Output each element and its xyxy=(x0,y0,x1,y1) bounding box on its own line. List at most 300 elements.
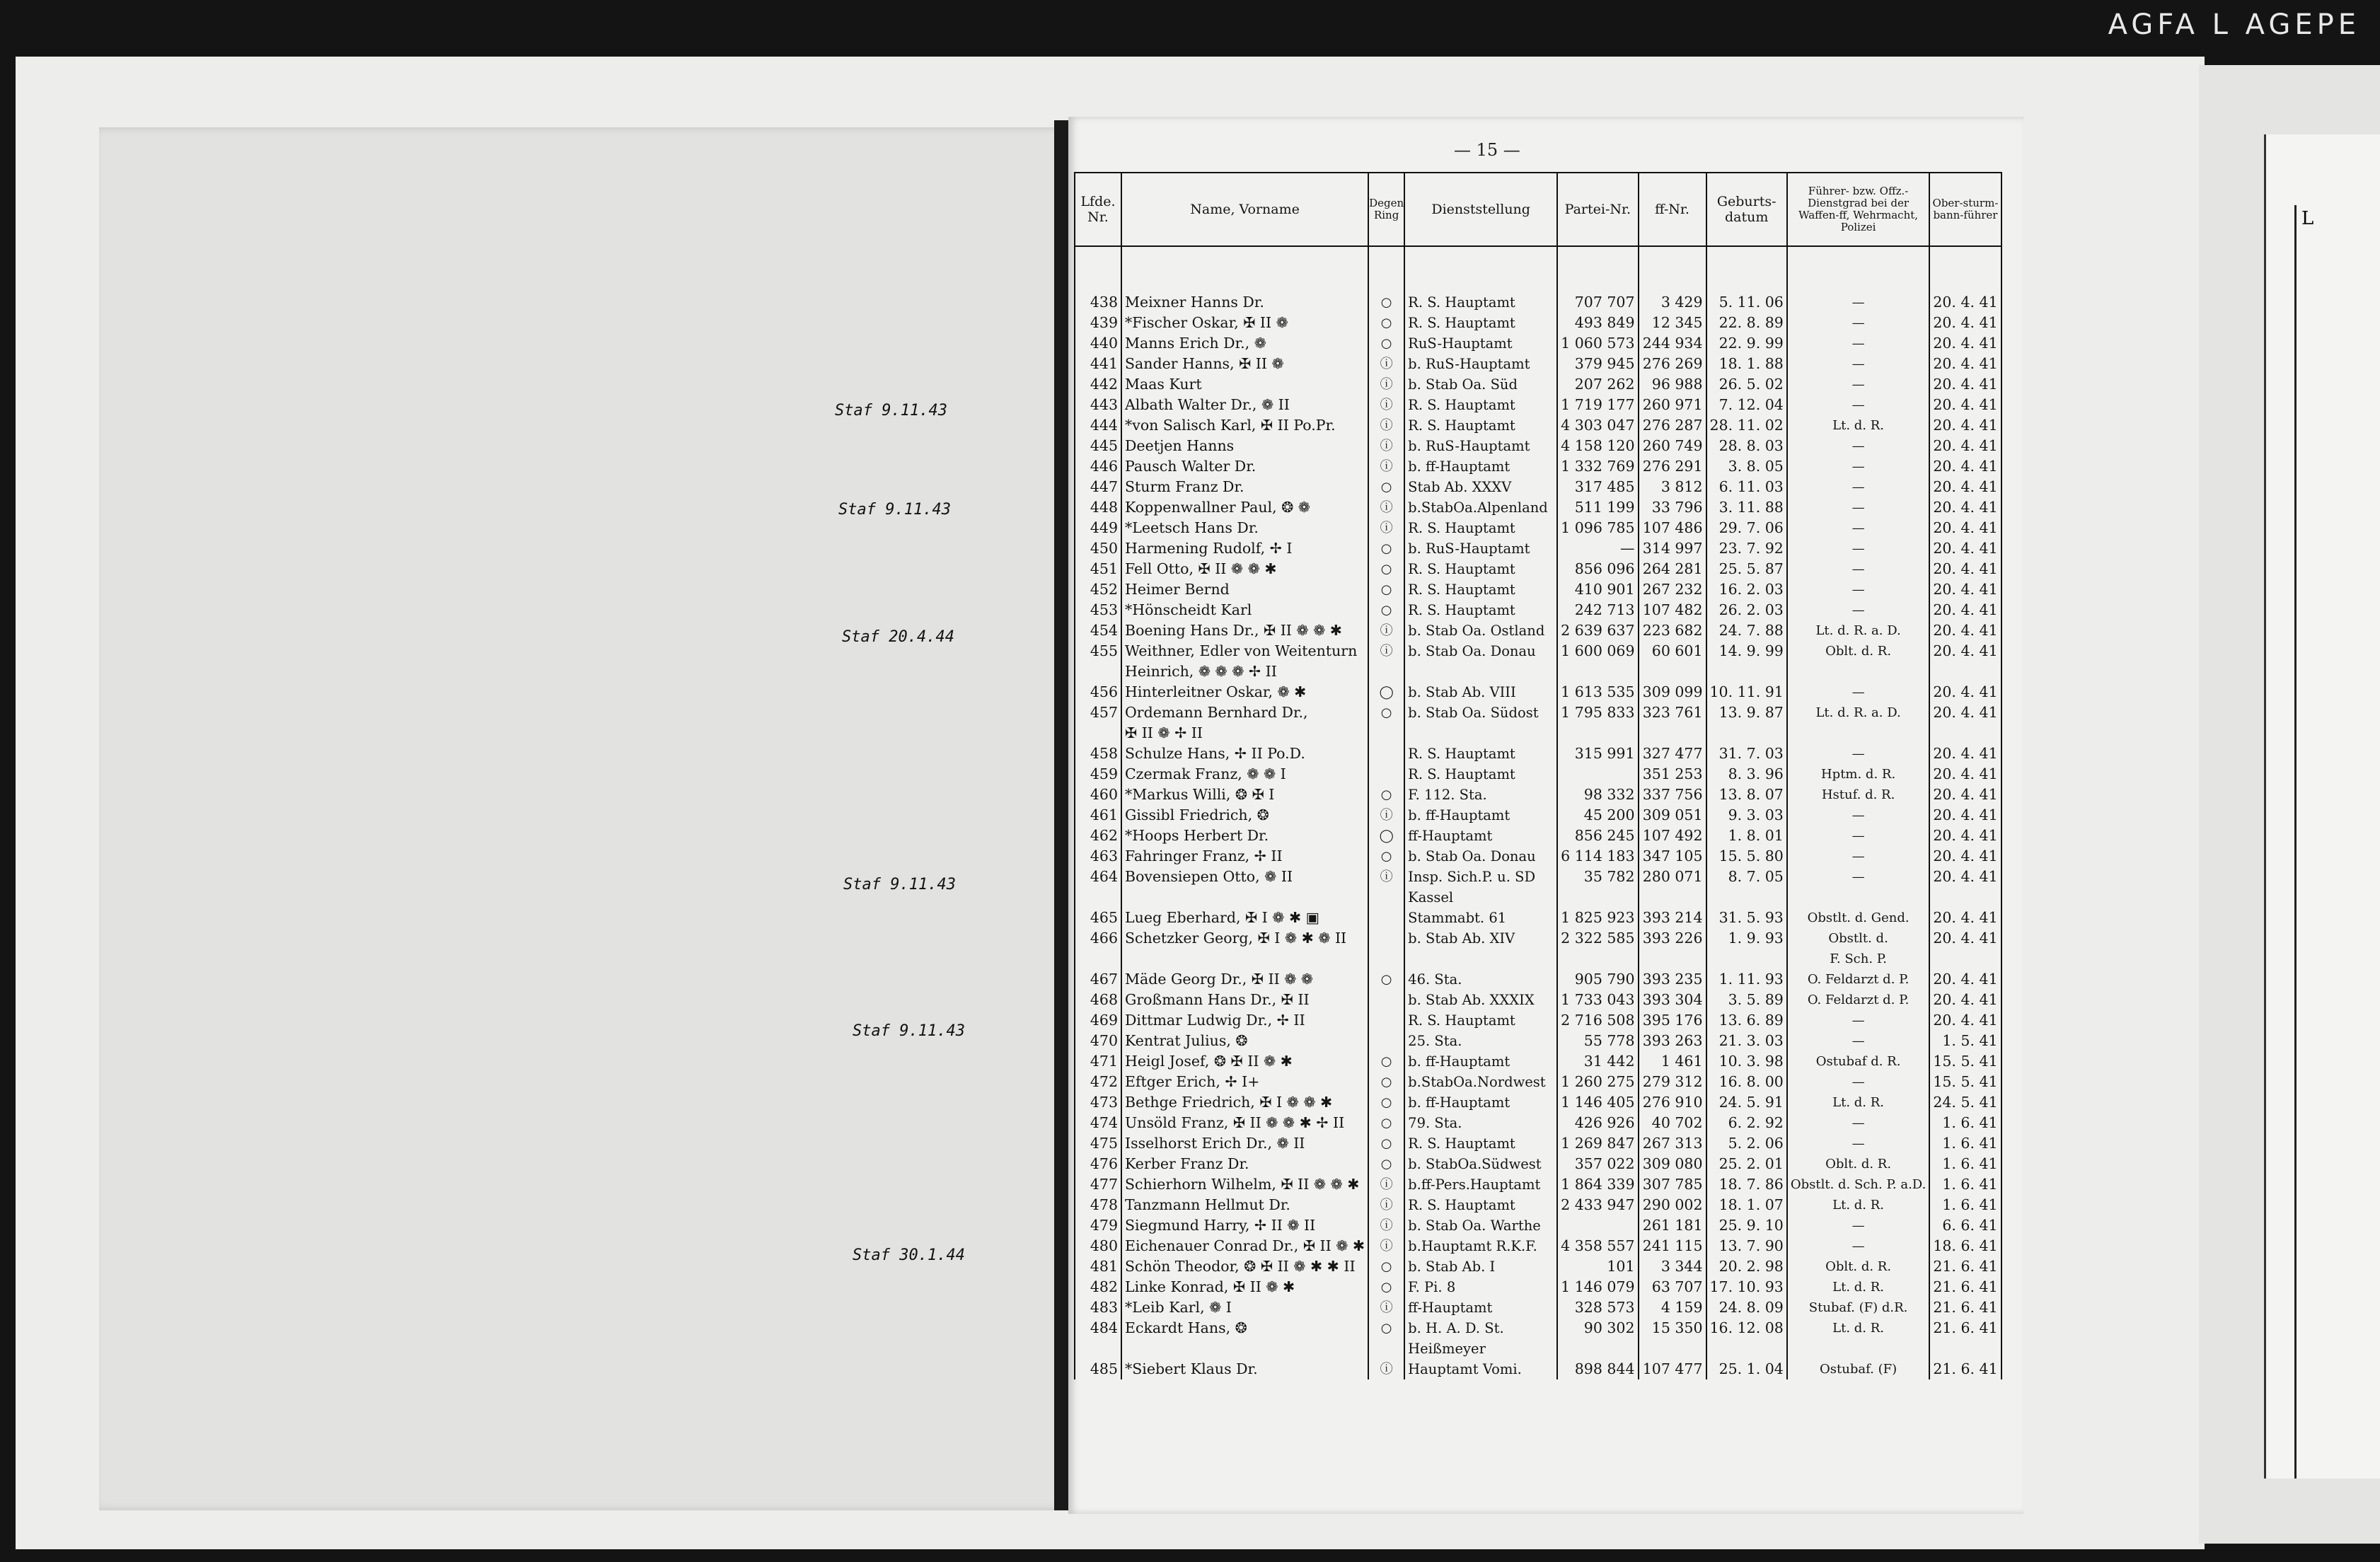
row-number: 439 xyxy=(1075,313,1121,333)
row-dienstgrad: — xyxy=(1787,579,1929,600)
header-partei-nr: Partei-Nr. xyxy=(1557,173,1638,246)
row-dienstgrad: — xyxy=(1787,395,1929,415)
row-partei-nr: 1 096 785 xyxy=(1557,518,1638,538)
row-partei-nr: 905 790 xyxy=(1557,969,1638,990)
row-partei-nr xyxy=(1557,1215,1638,1236)
row-number: 475 xyxy=(1075,1133,1121,1154)
row-degen-ring: ◯ xyxy=(1368,682,1404,702)
row-geburtsdatum: 20. 2. 98 xyxy=(1706,1256,1787,1277)
row-geburtsdatum: 25. 5. 87 xyxy=(1706,559,1787,579)
row-partei-nr: 4 303 047 xyxy=(1557,415,1638,436)
row-degen-ring: ○ xyxy=(1368,313,1404,333)
row-number: 443 xyxy=(1075,395,1121,415)
table-row xyxy=(1075,333,2001,354)
page-number: — 15 — xyxy=(1454,140,1520,160)
row-number: 460 xyxy=(1075,785,1121,805)
row-ss-nr: 351 253 xyxy=(1639,764,1706,785)
row-ss-nr: 393 304 xyxy=(1639,990,1706,1010)
row-ss-nr: 261 181 xyxy=(1639,1215,1706,1236)
row-dienstgrad: — xyxy=(1787,744,1929,764)
spacer-cell xyxy=(1075,246,1121,292)
row-name: Isselhorst Erich Dr., ❁ II xyxy=(1121,1133,1368,1154)
row-ss-nr: 393 235 xyxy=(1639,969,1706,990)
header-obersturmbannfuehrer: Ober-sturm-bann-führer xyxy=(1929,173,2001,246)
row-dienstgrad: — xyxy=(1787,538,1929,559)
row-dienststellung: Stammabt. 61 xyxy=(1404,908,1557,928)
side-note: Staf 9.11.43 xyxy=(843,876,956,893)
row-degen-ring xyxy=(1368,949,1404,969)
row-degen-ring: ⓘ xyxy=(1368,395,1404,415)
row-number: 441 xyxy=(1075,354,1121,374)
row-obersturmbannfuehrer: 1. 6. 41 xyxy=(1929,1154,2001,1174)
row-geburtsdatum: 16. 2. 03 xyxy=(1706,579,1787,600)
row-geburtsdatum: 23. 7. 92 xyxy=(1706,538,1787,559)
table-row xyxy=(1075,354,2001,374)
row-obersturmbannfuehrer: 1. 6. 41 xyxy=(1929,1195,2001,1215)
row-dienststellung: b.StabOa.Nordwest xyxy=(1404,1072,1557,1092)
row-name: Meixner Hanns Dr. xyxy=(1121,292,1368,313)
row-dienststellung: b. H. A. D. St. xyxy=(1404,1318,1557,1338)
row-degen-ring: ⓘ xyxy=(1368,1215,1404,1236)
row-number: 473 xyxy=(1075,1092,1121,1113)
row-dienststellung: R. S. Hauptamt xyxy=(1404,1010,1557,1031)
row-dienststellung: b. Stab Ab. I xyxy=(1404,1256,1557,1277)
row-dienststellung: R. S. Hauptamt xyxy=(1404,313,1557,333)
row-geburtsdatum xyxy=(1706,661,1787,682)
row-name: Maas Kurt xyxy=(1121,374,1368,395)
row-degen-ring: ⓘ xyxy=(1368,374,1404,395)
row-partei-nr: 856 245 xyxy=(1557,826,1638,846)
row-name: Pausch Walter Dr. xyxy=(1121,456,1368,477)
row-dienststellung: b. StabOa.Südwest xyxy=(1404,1154,1557,1174)
row-ss-nr: 15 350 xyxy=(1639,1318,1706,1338)
row-ss-nr: 60 601 xyxy=(1639,641,1706,661)
row-name: *Leib Karl, ❁ I xyxy=(1121,1297,1368,1318)
row-obersturmbannfuehrer: 21. 6. 41 xyxy=(1929,1277,2001,1297)
table-row xyxy=(1075,1113,2001,1133)
row-dienstgrad: Ostubaf. (F) xyxy=(1787,1359,1929,1379)
header-geburtsdatum: Geburts-datum xyxy=(1706,173,1787,246)
row-dienstgrad: Oblt. d. R. xyxy=(1787,1256,1929,1277)
row-partei-nr: 2 639 637 xyxy=(1557,620,1638,641)
row-partei-nr: 6 114 183 xyxy=(1557,846,1638,867)
row-obersturmbannfuehrer xyxy=(1929,1338,2001,1359)
row-number: 466 xyxy=(1075,928,1121,949)
row-dienstgrad: — xyxy=(1787,559,1929,579)
row-ss-nr: 223 682 xyxy=(1639,620,1706,641)
row-degen-ring: ⓘ xyxy=(1368,867,1404,887)
row-number: 467 xyxy=(1075,969,1121,990)
row-dienstgrad xyxy=(1787,887,1929,908)
row-degen-ring: ○ xyxy=(1368,1072,1404,1092)
table-row xyxy=(1075,1010,2001,1031)
row-dienstgrad: Lt. d. R. xyxy=(1787,1092,1929,1113)
row-degen-ring xyxy=(1368,1338,1404,1359)
next-frame-fragment: L xyxy=(2301,208,2314,229)
row-partei-nr: 426 926 xyxy=(1557,1113,1638,1133)
table-body xyxy=(1075,246,2001,1379)
row-name: Linke Konrad, ✠ II ❁ ✱ xyxy=(1121,1277,1368,1297)
row-number: 465 xyxy=(1075,908,1121,928)
row-partei-nr: 1 260 275 xyxy=(1557,1072,1638,1092)
row-degen-ring: ○ xyxy=(1368,538,1404,559)
row-name: Kerber Franz Dr. xyxy=(1121,1154,1368,1174)
row-dienststellung: b. RuS-Hauptamt xyxy=(1404,354,1557,374)
row-geburtsdatum: 26. 5. 02 xyxy=(1706,374,1787,395)
row-obersturmbannfuehrer: 1. 6. 41 xyxy=(1929,1133,2001,1154)
row-geburtsdatum: 8. 3. 96 xyxy=(1706,764,1787,785)
spacer-cell xyxy=(1787,246,1929,292)
row-degen-ring: ○ xyxy=(1368,1113,1404,1133)
row-geburtsdatum: 26. 2. 03 xyxy=(1706,600,1787,620)
row-partei-nr: 2 322 585 xyxy=(1557,928,1638,949)
row-obersturmbannfuehrer: 24. 5. 41 xyxy=(1929,1092,2001,1113)
row-degen-ring xyxy=(1368,1010,1404,1031)
row-number: 479 xyxy=(1075,1215,1121,1236)
row-obersturmbannfuehrer: 20. 4. 41 xyxy=(1929,477,2001,497)
row-partei-nr: 4 158 120 xyxy=(1557,436,1638,456)
row-degen-ring: ⓘ xyxy=(1368,354,1404,374)
table-row xyxy=(1075,744,2001,764)
row-ss-nr: 12 345 xyxy=(1639,313,1706,333)
row-dienststellung: 46. Sta. xyxy=(1404,969,1557,990)
row-degen-ring xyxy=(1368,908,1404,928)
row-dienststellung: b. Stab Ab. VIII xyxy=(1404,682,1557,702)
table-row xyxy=(1075,682,2001,702)
table-row xyxy=(1075,1359,2001,1379)
row-geburtsdatum: 17. 10. 93 xyxy=(1706,1277,1787,1297)
row-dienstgrad: — xyxy=(1787,333,1929,354)
row-obersturmbannfuehrer: 20. 4. 41 xyxy=(1929,374,2001,395)
row-ss-nr xyxy=(1639,887,1706,908)
header-lfde-nr: Lfde. Nr. xyxy=(1075,173,1121,246)
row-dienststellung: R. S. Hauptamt xyxy=(1404,1195,1557,1215)
row-number: 485 xyxy=(1075,1359,1121,1379)
row-ss-nr: 3 812 xyxy=(1639,477,1706,497)
row-ss-nr xyxy=(1639,723,1706,744)
row-number: 469 xyxy=(1075,1010,1121,1031)
row-name: Ordemann Bernhard Dr., xyxy=(1121,702,1368,723)
row-partei-nr: 379 945 xyxy=(1557,354,1638,374)
row-dienststellung: b. Stab Ab. XXXIX xyxy=(1404,990,1557,1010)
row-number: 484 xyxy=(1075,1318,1121,1338)
next-frame-table-edge xyxy=(2294,205,2297,1479)
row-obersturmbannfuehrer: 20. 4. 41 xyxy=(1929,702,2001,723)
row-partei-nr: 328 573 xyxy=(1557,1297,1638,1318)
row-obersturmbannfuehrer: 20. 4. 41 xyxy=(1929,395,2001,415)
row-obersturmbannfuehrer: 20. 4. 41 xyxy=(1929,620,2001,641)
row-name xyxy=(1121,949,1368,969)
table-row xyxy=(1075,477,2001,497)
row-number: 462 xyxy=(1075,826,1121,846)
row-dienstgrad: — xyxy=(1787,436,1929,456)
table-row xyxy=(1075,723,2001,744)
row-ss-nr xyxy=(1639,949,1706,969)
row-obersturmbannfuehrer: 20. 4. 41 xyxy=(1929,354,2001,374)
row-name: *Fischer Oskar, ✠ II ❁ xyxy=(1121,313,1368,333)
row-name: *Hönscheidt Karl xyxy=(1121,600,1368,620)
row-dienststellung: b. Stab Ab. XIV xyxy=(1404,928,1557,949)
row-name: Schön Theodor, ❂ ✠ II ❁ ✱ ✱ II xyxy=(1121,1256,1368,1277)
row-geburtsdatum: 24. 8. 09 xyxy=(1706,1297,1787,1318)
row-partei-nr: 493 849 xyxy=(1557,313,1638,333)
row-ss-nr: 393 263 xyxy=(1639,1031,1706,1051)
row-number: 478 xyxy=(1075,1195,1121,1215)
row-degen-ring xyxy=(1368,887,1404,908)
row-degen-ring xyxy=(1368,764,1404,785)
row-ss-nr: 309 051 xyxy=(1639,805,1706,826)
row-degen-ring: ○ xyxy=(1368,1051,1404,1072)
row-dienstgrad xyxy=(1787,1338,1929,1359)
row-dienstgrad: Oblt. d. R. xyxy=(1787,1154,1929,1174)
spacer-cell xyxy=(1368,246,1404,292)
table-row xyxy=(1075,1174,2001,1195)
row-ss-nr: 107 486 xyxy=(1639,518,1706,538)
row-name: Kentrat Julius, ❂ xyxy=(1121,1031,1368,1051)
row-dienstgrad: — xyxy=(1787,518,1929,538)
header-degen-ring: Degen Ring xyxy=(1368,173,1404,246)
row-ss-nr: 96 988 xyxy=(1639,374,1706,395)
row-partei-nr: 90 302 xyxy=(1557,1318,1638,1338)
table-row xyxy=(1075,846,2001,867)
row-name: Dittmar Ludwig Dr., ✢ II xyxy=(1121,1010,1368,1031)
row-name: Schetzker Georg, ✠ I ❁ ✱ ❁ II xyxy=(1121,928,1368,949)
row-number: 463 xyxy=(1075,846,1121,867)
row-degen-ring: ⓘ xyxy=(1368,805,1404,826)
table-row xyxy=(1075,1297,2001,1318)
row-obersturmbannfuehrer: 20. 4. 41 xyxy=(1929,826,2001,846)
row-partei-nr: 98 332 xyxy=(1557,785,1638,805)
film-edge-label: AGFA L AGEPE xyxy=(2108,8,2360,41)
row-partei-nr: 511 199 xyxy=(1557,497,1638,518)
row-name: Fahringer Franz, ✢ II xyxy=(1121,846,1368,867)
row-ss-nr: 279 312 xyxy=(1639,1072,1706,1092)
row-geburtsdatum: 25. 2. 01 xyxy=(1706,1154,1787,1174)
row-degen-ring: ⓘ xyxy=(1368,641,1404,661)
header-dienststellung: Dienststellung xyxy=(1404,173,1557,246)
row-name: Schulze Hans, ✢ II Po.D. xyxy=(1121,744,1368,764)
row-degen-ring: ⓘ xyxy=(1368,1297,1404,1318)
row-name: Manns Erich Dr., ❁ xyxy=(1121,333,1368,354)
row-geburtsdatum: 10. 11. 91 xyxy=(1706,682,1787,702)
row-name: Großmann Hans Dr., ✠ II xyxy=(1121,990,1368,1010)
table-row xyxy=(1075,538,2001,559)
row-obersturmbannfuehrer: 20. 4. 41 xyxy=(1929,990,2001,1010)
row-name: Heigl Josef, ❂ ✠ II ❁ ✱ xyxy=(1121,1051,1368,1072)
row-partei-nr: 31 442 xyxy=(1557,1051,1638,1072)
row-dienstgrad: Lt. d. R. a. D. xyxy=(1787,702,1929,723)
row-ss-nr: 337 756 xyxy=(1639,785,1706,805)
row-degen-ring: ⓘ xyxy=(1368,1236,1404,1256)
row-dienststellung: Heißmeyer xyxy=(1404,1338,1557,1359)
row-ss-nr: 323 761 xyxy=(1639,702,1706,723)
side-note: Staf 9.11.43 xyxy=(853,1022,965,1040)
table-row xyxy=(1075,456,2001,477)
table-row xyxy=(1075,969,2001,990)
row-number xyxy=(1075,887,1121,908)
spacer-cell xyxy=(1404,246,1557,292)
row-geburtsdatum: 5. 11. 06 xyxy=(1706,292,1787,313)
row-dienststellung: ff-Hauptamt xyxy=(1404,1297,1557,1318)
row-name: Hinterleitner Oskar, ❁ ✱ xyxy=(1121,682,1368,702)
row-dienstgrad: Obstlt. d. Sch. P. a.D. xyxy=(1787,1174,1929,1195)
row-partei-nr: 856 096 xyxy=(1557,559,1638,579)
row-dienststellung: b. ff-Hauptamt xyxy=(1404,1051,1557,1072)
row-geburtsdatum xyxy=(1706,1338,1787,1359)
table-header-row xyxy=(1075,173,2001,246)
row-partei-nr: 1 733 043 xyxy=(1557,990,1638,1010)
row-number: 474 xyxy=(1075,1113,1121,1133)
row-number: 456 xyxy=(1075,682,1121,702)
table-row xyxy=(1075,620,2001,641)
table-row xyxy=(1075,313,2001,333)
table-row xyxy=(1075,1092,2001,1113)
row-dienstgrad: — xyxy=(1787,600,1929,620)
row-dienstgrad: — xyxy=(1787,1072,1929,1092)
row-obersturmbannfuehrer: 20. 4. 41 xyxy=(1929,641,2001,661)
row-dienstgrad: — xyxy=(1787,497,1929,518)
row-name: Heimer Bernd xyxy=(1121,579,1368,600)
row-ss-nr: 276 269 xyxy=(1639,354,1706,374)
table-row xyxy=(1075,1277,2001,1297)
row-name: Albath Walter Dr., ❁ II xyxy=(1121,395,1368,415)
row-partei-nr: 4 358 557 xyxy=(1557,1236,1638,1256)
row-dienstgrad: — xyxy=(1787,1031,1929,1051)
row-geburtsdatum: 13. 7. 90 xyxy=(1706,1236,1787,1256)
row-name: Fell Otto, ✠ II ❁ ❁ ✱ xyxy=(1121,559,1368,579)
row-name xyxy=(1121,1338,1368,1359)
row-partei-nr xyxy=(1557,661,1638,682)
row-ss-nr: 33 796 xyxy=(1639,497,1706,518)
row-number: 454 xyxy=(1075,620,1121,641)
row-obersturmbannfuehrer xyxy=(1929,949,2001,969)
row-dienstgrad: — xyxy=(1787,805,1929,826)
row-obersturmbannfuehrer: 21. 6. 41 xyxy=(1929,1297,2001,1318)
row-geburtsdatum: 31. 7. 03 xyxy=(1706,744,1787,764)
row-ss-nr: 395 176 xyxy=(1639,1010,1706,1031)
row-dienstgrad: — xyxy=(1787,354,1929,374)
table-row xyxy=(1075,908,2001,928)
row-dienstgrad: — xyxy=(1787,1133,1929,1154)
row-dienststellung: b. Stab Oa. Süd xyxy=(1404,374,1557,395)
row-name: ✠ II ❁ ✢ II xyxy=(1121,723,1368,744)
row-number: 468 xyxy=(1075,990,1121,1010)
row-dienstgrad: — xyxy=(1787,1236,1929,1256)
row-name: Bovensiepen Otto, ❁ II xyxy=(1121,867,1368,887)
row-name: Koppenwallner Paul, ❂ ❁ xyxy=(1121,497,1368,518)
header-name: Name, Vorname xyxy=(1121,173,1368,246)
table-row xyxy=(1075,949,2001,969)
row-dienstgrad: Hstuf. d. R. xyxy=(1787,785,1929,805)
row-ss-nr: 314 997 xyxy=(1639,538,1706,559)
next-frame-page xyxy=(2264,134,2380,1479)
row-geburtsdatum: 24. 7. 88 xyxy=(1706,620,1787,641)
table-row xyxy=(1075,826,2001,846)
row-dienststellung: b. Stab Oa. Ostland xyxy=(1404,620,1557,641)
row-dienstgrad: F. Sch. P. xyxy=(1787,949,1929,969)
row-partei-nr: 1 719 177 xyxy=(1557,395,1638,415)
row-obersturmbannfuehrer: 6. 6. 41 xyxy=(1929,1215,2001,1236)
row-ss-nr: 276 287 xyxy=(1639,415,1706,436)
row-obersturmbannfuehrer: 20. 4. 41 xyxy=(1929,785,2001,805)
table-row xyxy=(1075,1256,2001,1277)
row-dienststellung: b. ff-Hauptamt xyxy=(1404,1092,1557,1113)
row-geburtsdatum: 18. 1. 07 xyxy=(1706,1195,1787,1215)
row-dienststellung: R. S. Hauptamt xyxy=(1404,600,1557,620)
row-geburtsdatum: 22. 8. 89 xyxy=(1706,313,1787,333)
spacer-cell xyxy=(1639,246,1706,292)
member-table xyxy=(1074,172,2002,1379)
row-obersturmbannfuehrer: 18. 6. 41 xyxy=(1929,1236,2001,1256)
row-dienstgrad: — xyxy=(1787,826,1929,846)
row-degen-ring: ○ xyxy=(1368,702,1404,723)
row-name: Bethge Friedrich, ✠ I ❁ ❁ ✱ xyxy=(1121,1092,1368,1113)
row-obersturmbannfuehrer: 20. 4. 41 xyxy=(1929,846,2001,867)
row-degen-ring: ◯ xyxy=(1368,826,1404,846)
row-ss-nr: 393 226 xyxy=(1639,928,1706,949)
row-dienststellung: b. Stab Oa. Warthe xyxy=(1404,1215,1557,1236)
table-row xyxy=(1075,1031,2001,1051)
row-dienstgrad: — xyxy=(1787,846,1929,867)
table-row xyxy=(1075,764,2001,785)
row-geburtsdatum: 22. 9. 99 xyxy=(1706,333,1787,354)
row-geburtsdatum: 1. 8. 01 xyxy=(1706,826,1787,846)
side-note: Staf 9.11.43 xyxy=(835,402,947,420)
row-partei-nr xyxy=(1557,1338,1638,1359)
row-partei-nr: 1 864 339 xyxy=(1557,1174,1638,1195)
row-partei-nr: 101 xyxy=(1557,1256,1638,1277)
row-number: 438 xyxy=(1075,292,1121,313)
row-number: 442 xyxy=(1075,374,1121,395)
table-row xyxy=(1075,1338,2001,1359)
row-degen-ring: ⓘ xyxy=(1368,620,1404,641)
row-dienstgrad: — xyxy=(1787,374,1929,395)
row-partei-nr: 1 795 833 xyxy=(1557,702,1638,723)
row-degen-ring: ○ xyxy=(1368,579,1404,600)
row-partei-nr: 2 433 947 xyxy=(1557,1195,1638,1215)
row-number: 471 xyxy=(1075,1051,1121,1072)
row-ss-nr: 264 281 xyxy=(1639,559,1706,579)
row-ss-nr: 393 214 xyxy=(1639,908,1706,928)
row-dienstgrad: — xyxy=(1787,292,1929,313)
row-ss-nr: 309 099 xyxy=(1639,682,1706,702)
row-name: Deetjen Hanns xyxy=(1121,436,1368,456)
row-dienststellung: b.Hauptamt R.K.F. xyxy=(1404,1236,1557,1256)
row-name: Schierhorn Wilhelm, ✠ II ❁ ❁ ✱ xyxy=(1121,1174,1368,1195)
table-row xyxy=(1075,641,2001,661)
row-ss-nr: 1 461 xyxy=(1639,1051,1706,1072)
row-partei-nr: 242 713 xyxy=(1557,600,1638,620)
table-row xyxy=(1075,518,2001,538)
row-obersturmbannfuehrer: 1. 5. 41 xyxy=(1929,1031,2001,1051)
row-degen-ring: ○ xyxy=(1368,1154,1404,1174)
row-degen-ring: ⓘ xyxy=(1368,1195,1404,1215)
row-name: Lueg Eberhard, ✠ I ❁ ✱ ▣ xyxy=(1121,908,1368,928)
side-note: Staf 20.4.44 xyxy=(842,628,954,646)
table-row xyxy=(1075,887,2001,908)
row-partei-nr: 317 485 xyxy=(1557,477,1638,497)
side-note: Staf 9.11.43 xyxy=(838,501,951,519)
row-ss-nr: 107 482 xyxy=(1639,600,1706,620)
table-row xyxy=(1075,805,2001,826)
row-geburtsdatum: 1. 9. 93 xyxy=(1706,928,1787,949)
row-degen-ring: ○ xyxy=(1368,559,1404,579)
row-number xyxy=(1075,949,1121,969)
row-ss-nr xyxy=(1639,661,1706,682)
row-dienststellung: b.ff-Pers.Hauptamt xyxy=(1404,1174,1557,1195)
row-geburtsdatum: 16. 8. 00 xyxy=(1706,1072,1787,1092)
row-degen-ring: ○ xyxy=(1368,969,1404,990)
